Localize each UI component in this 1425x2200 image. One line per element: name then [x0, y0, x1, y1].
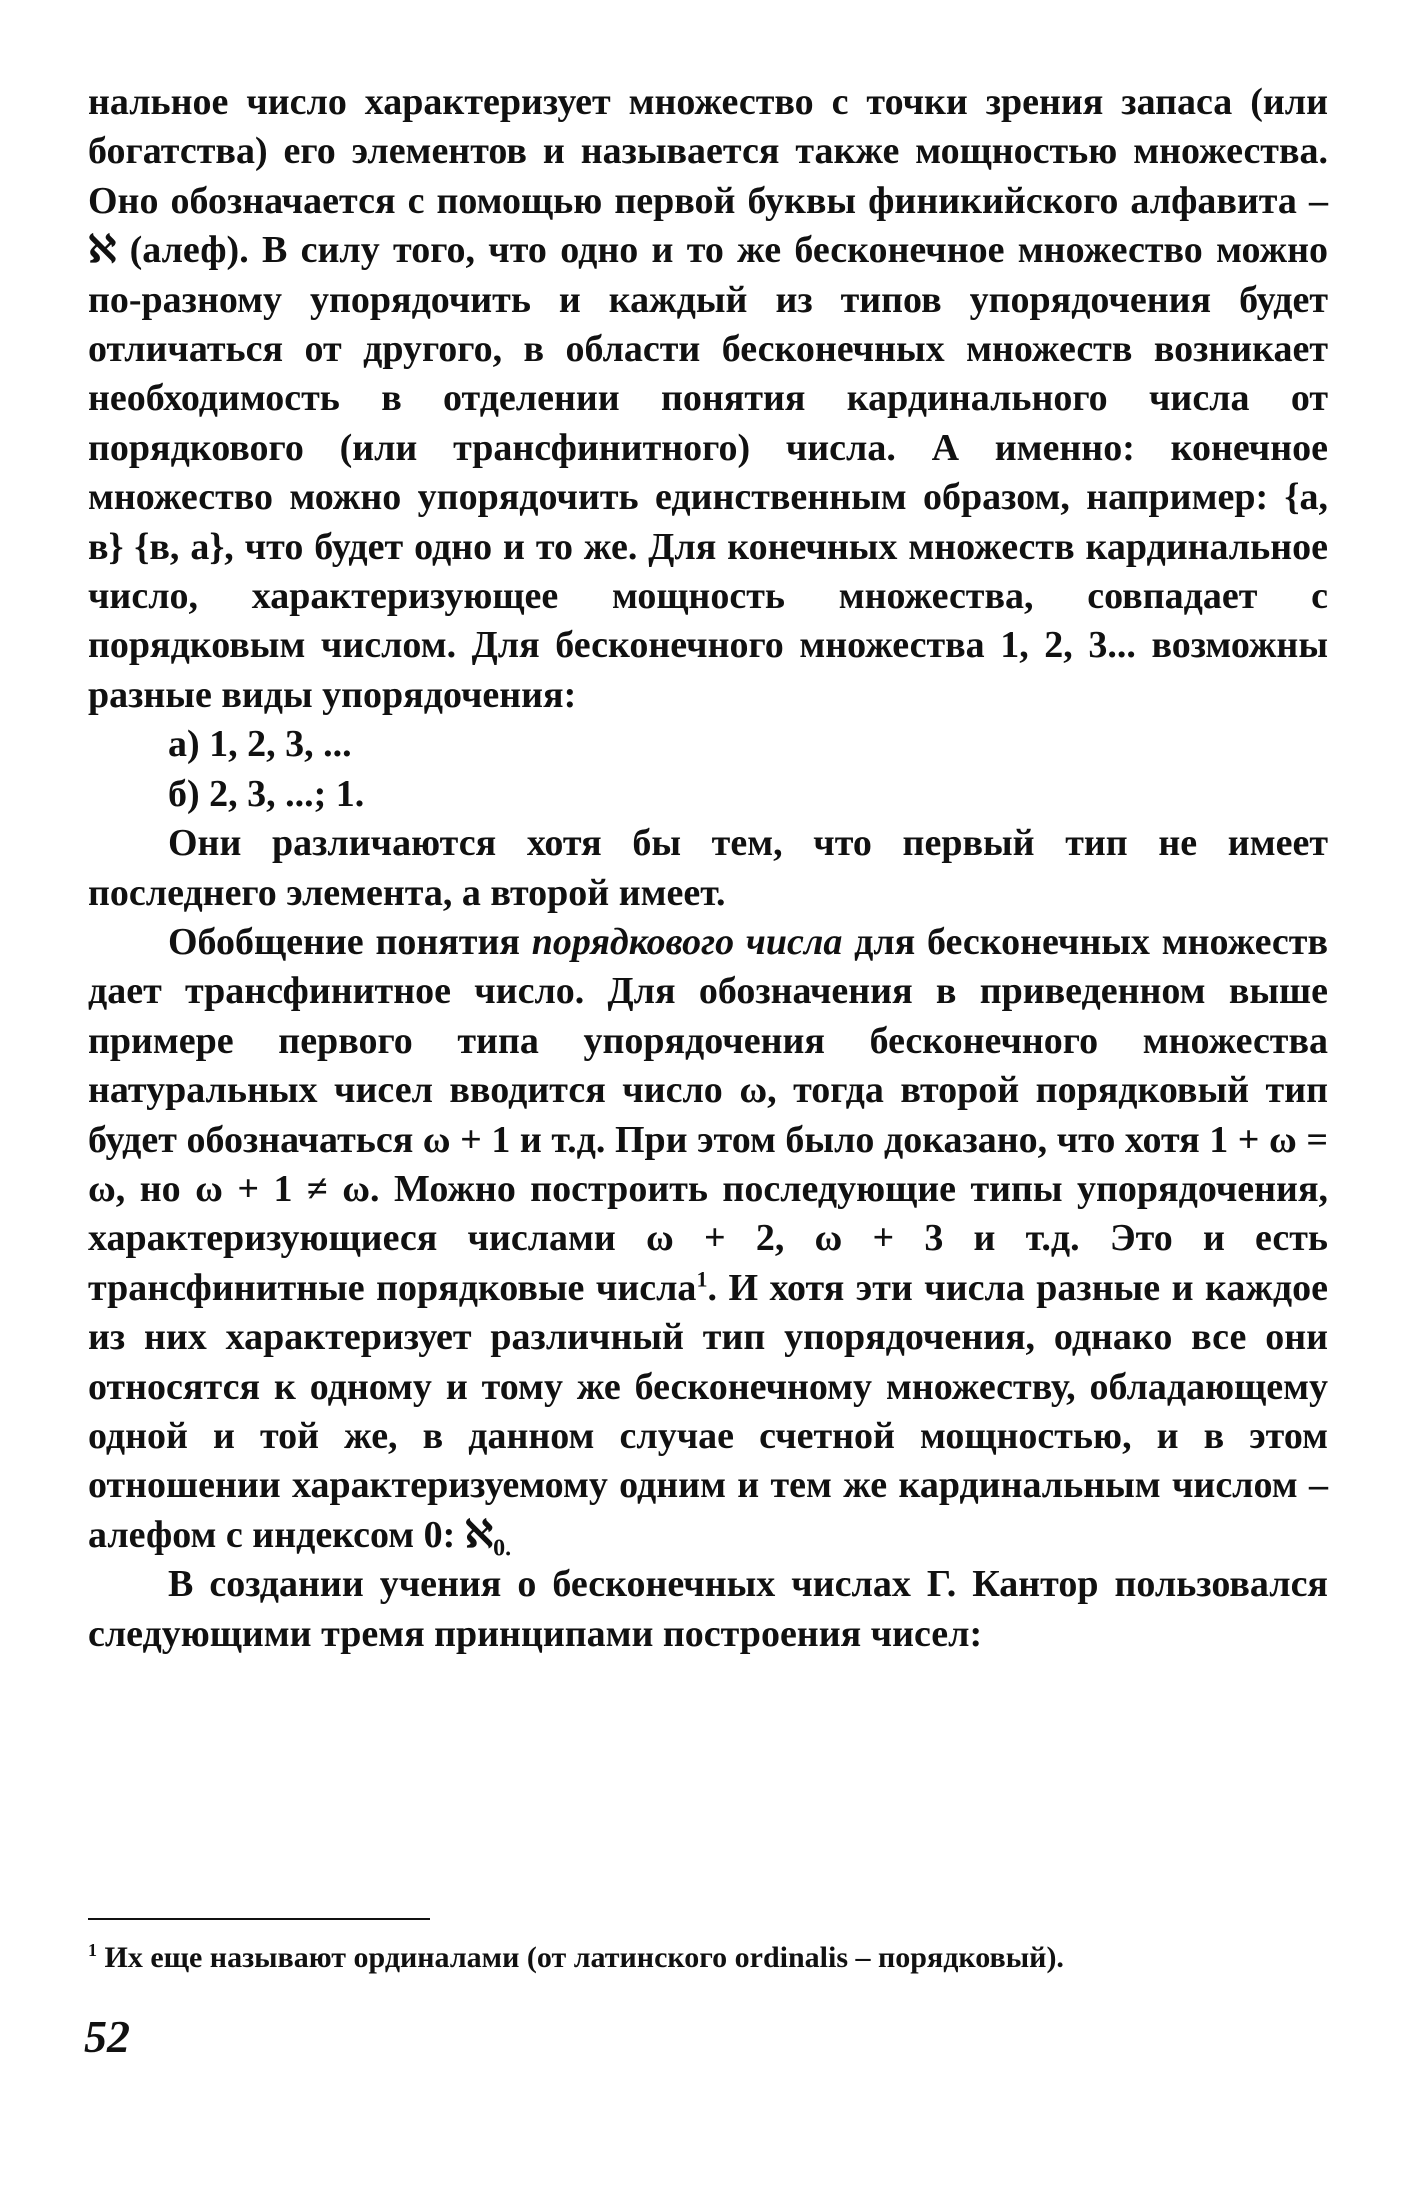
- list-item-b: б) 2, 3, ...; 1.: [168, 772, 365, 815]
- paragraph-3: [88, 918, 1328, 1560]
- paragraph-1: нальное число характеризует множество с точки зрения запаса (или богатства) его элементов и называется также мощностью множества. Оно обозначается с помощью первой буквы финикийского алфавита – ℵ (алеф). В силу того, что одно и то же бесконечное множество можно по-разному упорядочить и каждый из типов упорядочения будет отличаться от другого, в области бесконечных множеств возникает необходимость в отделении понятия кардинального числа от порядкового (или трансфинитного) числа. А именно: конечное множество можно упорядочить единственным образом, например: {а, в} {в, а}, что будет одно и то же. Для конечных множеств кардинальное число, характеризующее мощность множества, совпадает с порядковым числом. Для бесконечного множества 1, 2, 3... возможны разные виды упорядочения:: [88, 81, 1328, 716]
- list-item-a: а) 1, 2, 3, ...: [168, 723, 352, 766]
- footnote: [88, 1938, 1328, 1978]
- footnote-marker: 1: [88, 1940, 97, 1960]
- footnote-text: Их еще называют ординалами (от латинского ordinalis – порядковый).: [97, 1941, 1064, 1974]
- footnote-reference: 1: [696, 1266, 708, 1292]
- paragraph-3-start: Обобщение понятия: [168, 920, 532, 963]
- emphasis-ordinal-number: порядкового числа: [531, 920, 843, 963]
- footnote-divider: [88, 1918, 430, 1920]
- paragraph-2: Они различаются хотя бы тем, что первый тип не имеет последнего элемента, а второй имеет.: [88, 822, 1328, 914]
- aleph-subscript: 0.: [493, 1535, 512, 1562]
- paragraph-3-middle: для бесконечных множеств дает трансфинитное число. Для обозначения в приведенном выше примере первого типа упорядочения бесконечного множества натуральных чисел вводится число ω, тогда второй порядковый тип будет обозначаться ω + 1 и т.д. При этом было доказано, что хотя 1 + ω = ω, но ω + 1 ≠ ω. Можно построить последующие типы упорядочения, характеризующиеся числами ω + 2, ω + 3 и т.д. Это и есть трансфинитные порядковые числа: [88, 920, 1328, 1309]
- main-text: [88, 78, 1328, 1659]
- page-number: 52: [84, 2011, 130, 2062]
- paragraph-3-end: . И хотя эти числа разные и каждое из них характеризует различный тип упорядочения, однако все они относятся к одному и тому же бесконечному множеству, обладающему одной и той же, в данном случае счетной мощностью, и в этом отношении характеризуемому одним и тем же кардинальным числом – алефом с индексом 0: ℵ: [88, 1266, 1329, 1556]
- paragraph-4: В создании учения о бесконечных числах Г. Кантор пользовался следующими тремя принципами построения чисел:: [88, 1563, 1328, 1655]
